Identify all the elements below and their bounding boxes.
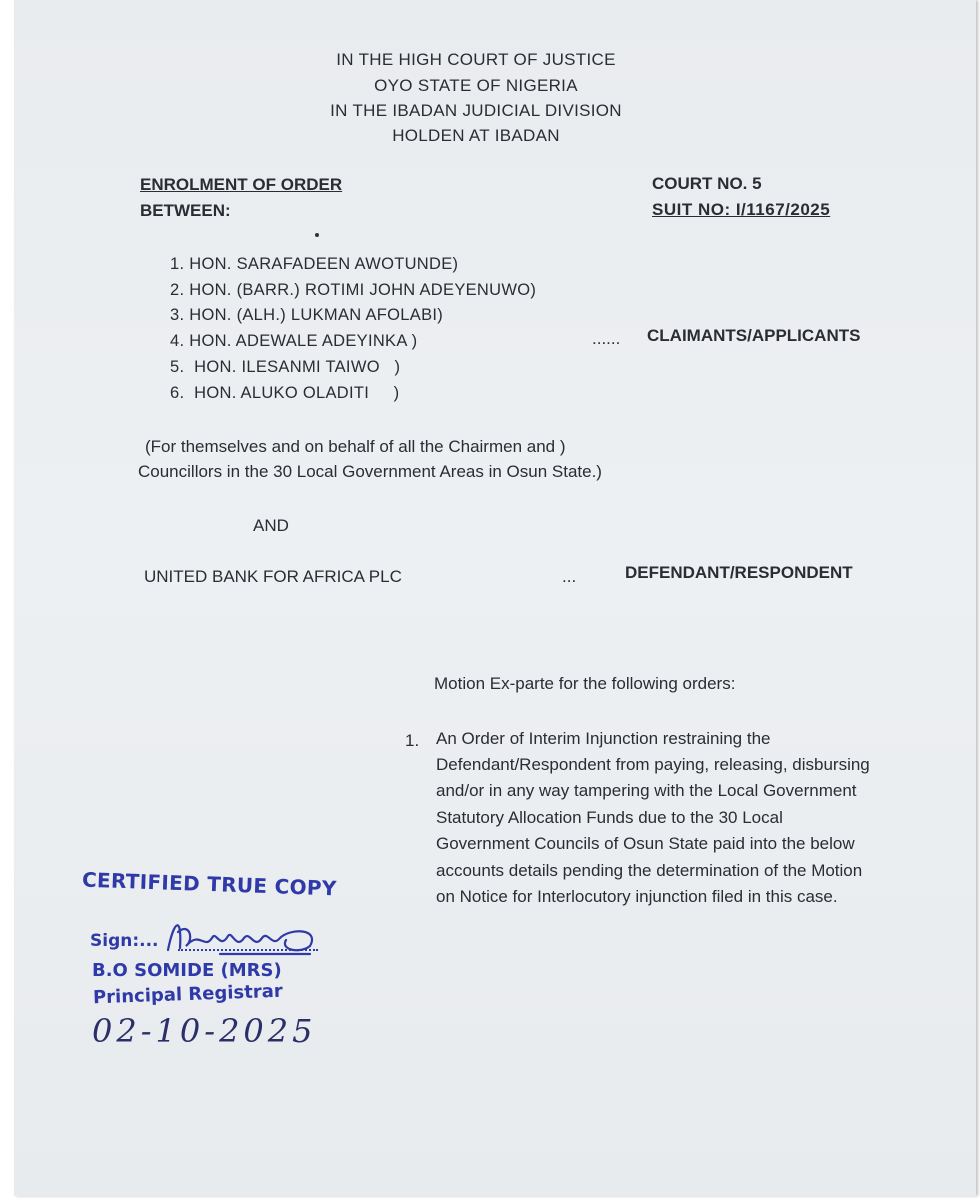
defendant-leader-dots: ... [562,567,577,586]
motion-intro: Motion Ex-parte for the following orders: [434,674,736,693]
order-line: Statutory Allocation Funds due to the 30 Local [436,808,783,827]
stamp-sign-label: Sign:... [90,931,159,951]
court-holden: HOLDEN AT IBADAN [392,126,560,145]
order-line: accounts details pending the determination of the Motion [436,861,863,880]
behalf-line-1: (For themselves and on behalf of all the Chairmen and ) [145,437,566,456]
behalf-line-2: Councillors in the 30 Local Government Areas in Osun State.) [138,462,602,481]
stray-mark [315,233,319,237]
claimants-label: CLAIMANTS/APPLICANTS [647,326,861,345]
order-line: An Order of Interim Injunction restraining the [436,729,771,748]
order-line: Government Councils of Osun State paid into the below [436,834,855,853]
signature-mark [160,910,360,960]
stamp-name: B.O SOMIDE (MRS) [92,960,282,981]
claimants-leader-dots: ...... [592,329,621,348]
and-separator: AND [253,516,289,535]
stamp-title: CERTIFIED TRUE COPY [81,867,338,901]
court-division: IN THE IBADAN JUDICIAL DIVISION [330,101,622,120]
suit-number: SUIT NO: I/1167/2025 [652,200,831,219]
court-title: IN THE HIGH COURT OF JUSTICE [336,50,616,69]
order-line: and/or in any way tampering with the Local Government [436,781,857,800]
claimant-item: 4. HON. ADEWALE ADEYINKA ) [170,332,418,350]
defendant-label: DEFENDANT/RESPONDENT [625,563,853,582]
claimant-item: 6. HON. ALUKO OLADITI ) [170,384,400,402]
enrolment-heading: ENROLMENT OF ORDER [140,175,343,194]
stamp-role: Principal Registrar [92,980,284,1009]
claimant-item: 2. HON. (BARR.) ROTIMI JOHN ADEYENUWO) [170,281,537,299]
claimant-item: 5. HON. ILESANMI TAIWO ) [170,358,401,376]
order-line: Defendant/Respondent from paying, releasing, disbursing [436,755,870,774]
claimant-item: 3. HON. (ALH.) LUKMAN AFOLABI) [170,306,444,324]
order-number: 1. [405,731,420,750]
court-state: OYO STATE OF NIGERIA [374,76,578,95]
defendant-name: UNITED BANK FOR AFRICA PLC [144,567,402,586]
claimant-item: 1. HON. SARAFADEEN AWOTUNDE) [170,255,459,273]
between-label: BETWEEN: [140,201,231,220]
order-line: on Notice for Interlocutory injunction filed in this case. [436,887,838,906]
court-number: COURT NO. 5 [652,174,762,193]
stamp-date: 02-10-2025 [92,1012,317,1050]
sign-dotted-line [178,949,318,951]
